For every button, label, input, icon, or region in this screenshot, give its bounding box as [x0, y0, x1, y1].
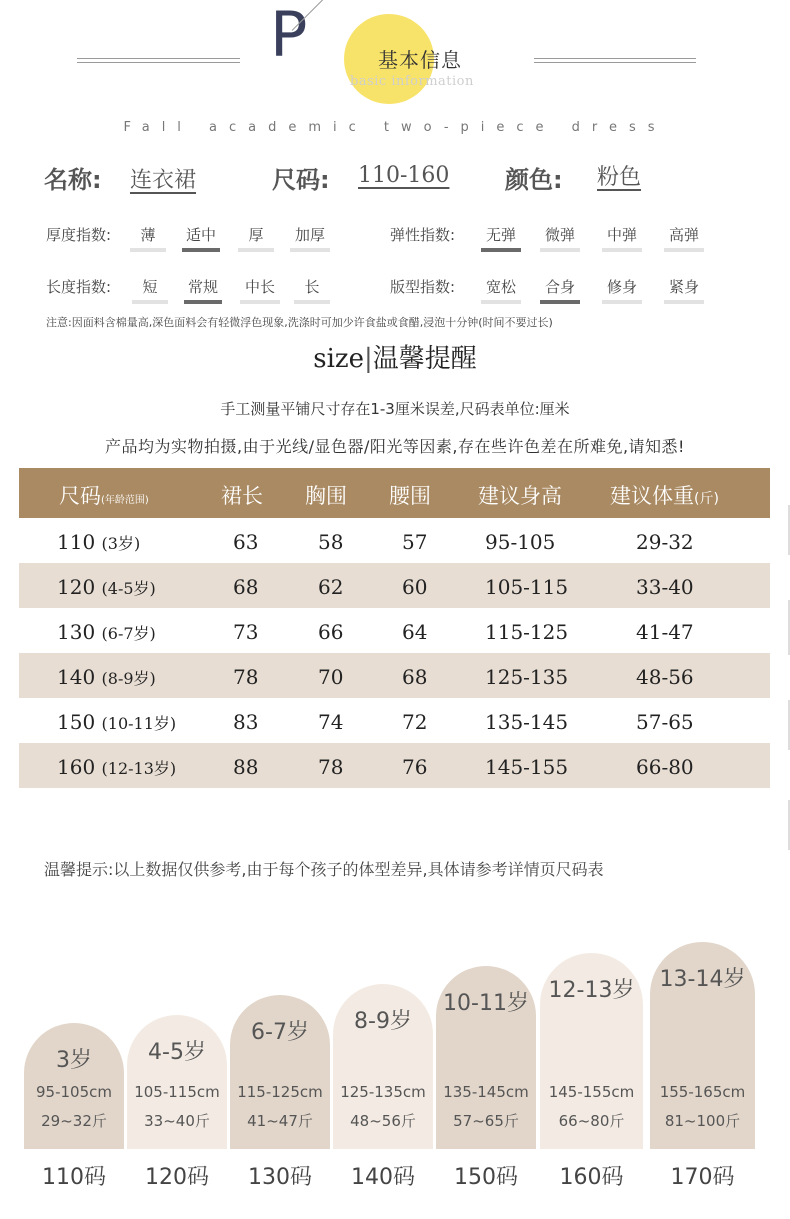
thickness-option-thin: 薄: [130, 224, 166, 252]
cell-size-code: 140: [57, 665, 96, 689]
size-table: [19, 468, 770, 788]
size-code-label: 170码: [670, 1165, 735, 1190]
arch-height: 145-155cm: [548, 1083, 635, 1101]
cell-age-range: (10-11岁): [101, 714, 177, 733]
fit-option-loose: 宽松: [481, 276, 521, 304]
cell-length: 88: [233, 755, 259, 779]
header-height: 建议身高: [478, 484, 562, 508]
arch-weight: 66~80斤: [558, 1112, 625, 1130]
header-size: [59, 480, 149, 510]
cell-height: 115-125: [485, 620, 569, 644]
cell-weight: 57-65: [636, 710, 694, 734]
cell-size: [57, 710, 176, 734]
table-row: [19, 653, 770, 698]
cell-height: 125-135: [485, 665, 569, 689]
cell-length: 68: [233, 575, 259, 599]
cell-size: [57, 620, 156, 644]
cell-waist: 68: [402, 665, 428, 689]
cell-size-code: 150: [57, 710, 96, 734]
arch-weight: 81~100斤: [664, 1112, 741, 1130]
size-title-separator: |: [363, 344, 373, 374]
cell-chest: 78: [318, 755, 344, 779]
size-arch: [127, 1015, 227, 1149]
size-code-label: 110码: [42, 1165, 106, 1190]
arch-age: 10-11岁: [443, 991, 529, 1016]
arch-age: 12-13岁: [548, 978, 635, 1003]
table-row: [19, 518, 770, 563]
cell-age-range: (12-13岁): [101, 759, 177, 778]
cell-size: [57, 755, 176, 779]
arch-weight: 48~56斤: [350, 1112, 416, 1130]
arch-height: 95-105cm: [36, 1083, 112, 1101]
color-value: 粉色: [597, 165, 642, 190]
header-length: 裙长: [221, 484, 263, 508]
table-row: [19, 563, 770, 608]
cell-size: [57, 665, 156, 689]
cell-weight: 33-40: [636, 575, 694, 599]
size-code-label: 130码: [248, 1165, 312, 1190]
cell-weight: 48-56: [636, 665, 694, 689]
header-right-rule-2: [534, 62, 696, 63]
size-section-title: [0, 338, 790, 375]
cell-size-code: 110: [57, 530, 96, 554]
size-table-body: [19, 518, 770, 788]
cell-age-range: (3岁): [101, 534, 141, 553]
header-chest: 胸围: [305, 484, 347, 508]
arch-age: 6-7岁: [251, 1020, 309, 1045]
cell-waist: 60: [402, 575, 428, 599]
fit-option-fitted: 合身: [540, 276, 580, 304]
cell-weight: 41-47: [636, 620, 694, 644]
cell-length: 73: [233, 620, 259, 644]
header-size-sub: (年龄范围): [101, 495, 149, 506]
elasticity-option-medium: 中弹: [602, 224, 642, 252]
cell-chest: 66: [318, 620, 344, 644]
size-table-header: [19, 468, 770, 518]
elasticity-option-slight: 微弹: [540, 224, 580, 252]
arch-height: 155-165cm: [659, 1083, 746, 1101]
size-code-label: 160码: [559, 1165, 624, 1190]
cell-size-code: 130: [57, 620, 96, 644]
header-title-en: basic information: [350, 74, 474, 89]
fit-option-tight: 紧身: [664, 276, 704, 304]
cell-length: 83: [233, 710, 259, 734]
header-right-rule: [534, 58, 696, 59]
cell-waist: 64: [402, 620, 428, 644]
fit-label: 版型指数:: [390, 278, 456, 296]
arch-height: 125-135cm: [340, 1083, 426, 1101]
header-size-label: 尺码: [59, 484, 101, 508]
header-subtitle: Fall academic two-piece dress: [123, 120, 667, 135]
length-option-long: 长: [294, 276, 330, 304]
arch-weight: 41~47斤: [247, 1112, 313, 1130]
header-weight: [610, 480, 719, 510]
size-arch: [333, 984, 433, 1149]
thickness-option-extra-thick: 加厚: [290, 224, 330, 252]
arch-age: 13-14岁: [659, 967, 746, 992]
header-left-rule-2: [77, 62, 240, 63]
cell-height: 105-115: [485, 575, 569, 599]
size-label: 尺码:: [272, 166, 330, 194]
table-row: [19, 608, 770, 653]
color-label: 颜色:: [505, 166, 563, 194]
name-value: 连衣裙: [130, 168, 197, 193]
cell-height: 95-105: [485, 530, 556, 554]
table-row: [19, 743, 770, 788]
thickness-label: 厚度指数:: [46, 226, 112, 244]
cell-size: [57, 575, 156, 599]
header-weight-unit: (斤): [694, 491, 719, 507]
cell-weight: 66-80: [636, 755, 694, 779]
thickness-option-thick: 厚: [238, 224, 274, 252]
color-difference-note: 产品均为实物拍摄,由于光线/显色器/阳光等因素,存在些许色差在所难免,请知悉!: [105, 437, 685, 456]
arch-weight: 33~40斤: [144, 1112, 210, 1130]
length-label: 长度指数:: [46, 278, 112, 296]
header-title-cn: 基本信息: [378, 48, 462, 72]
cell-age-range: (4-5岁): [101, 579, 156, 598]
size-value: 110-160: [358, 163, 450, 188]
size-code-label: 120码: [145, 1165, 209, 1190]
measurement-note: 手工测量平铺尺寸存在1-3厘米误差,尺码表单位:厘米: [220, 400, 570, 418]
cell-waist: 76: [402, 755, 428, 779]
size-title-cn: 温馨提醒: [372, 344, 477, 374]
header-weight-label: 建议体重: [610, 484, 694, 508]
cell-chest: 74: [318, 710, 344, 734]
cell-weight: 29-32: [636, 530, 694, 554]
size-arch: [230, 995, 330, 1149]
arch-height: 115-125cm: [237, 1083, 323, 1101]
size-arch: [650, 942, 755, 1149]
size-title-en: size: [313, 344, 364, 374]
arch-height: 135-145cm: [443, 1083, 529, 1101]
arch-weight: 57~65斤: [453, 1112, 519, 1130]
size-code-label: 140码: [351, 1165, 415, 1190]
header-logo-letter: P: [270, 0, 308, 71]
length-option-mid: 中长: [240, 276, 280, 304]
cell-chest: 62: [318, 575, 344, 599]
cell-length: 78: [233, 665, 259, 689]
length-option-regular: 常规: [184, 276, 222, 304]
cell-size-code: 120: [57, 575, 96, 599]
size-arch: [24, 1023, 124, 1149]
cell-chest: 70: [318, 665, 344, 689]
header-left-rule: [77, 58, 240, 59]
cell-waist: 72: [402, 710, 428, 734]
size-arch: [436, 966, 536, 1149]
length-option-short: 短: [132, 276, 168, 304]
cell-height: 135-145: [485, 710, 569, 734]
cell-chest: 58: [318, 530, 344, 554]
elasticity-option-high: 高弹: [664, 224, 704, 252]
tip-text: 温馨提示:以上数据仅供参考,由于每个孩子的体型差异,具体请参考详情页尺码表: [44, 860, 604, 879]
cell-age-range: (6-7岁): [101, 624, 156, 643]
cell-size: [57, 530, 140, 554]
cell-waist: 57: [402, 530, 428, 554]
header-waist: 腰围: [389, 484, 431, 508]
arch-age: 3岁: [56, 1048, 92, 1073]
elasticity-label: 弹性指数:: [390, 226, 456, 244]
size-arch: [540, 953, 643, 1149]
fit-option-slim: 修身: [602, 276, 642, 304]
elasticity-option-none: 无弹: [481, 224, 521, 252]
cell-age-range: (8-9岁): [101, 669, 156, 688]
name-label: 名称:: [44, 166, 102, 194]
cell-length: 63: [233, 530, 259, 554]
arch-height: 105-115cm: [134, 1083, 220, 1101]
arch-age: 4-5岁: [148, 1040, 206, 1065]
washing-notice: 注意:因面料含棉量高,深色面料会有轻微浮色现象,洗涤时可加少许食盐或食醋,浸泡十分钟(时间不要过长): [46, 316, 553, 329]
cell-height: 145-155: [485, 755, 569, 779]
arch-age: 8-9岁: [354, 1009, 412, 1034]
cell-size-code: 160: [57, 755, 96, 779]
thickness-option-medium: 适中: [182, 224, 220, 252]
arch-weight: 29~32斤: [41, 1112, 107, 1130]
size-code-label: 150码: [454, 1165, 518, 1190]
table-row: [19, 698, 770, 743]
